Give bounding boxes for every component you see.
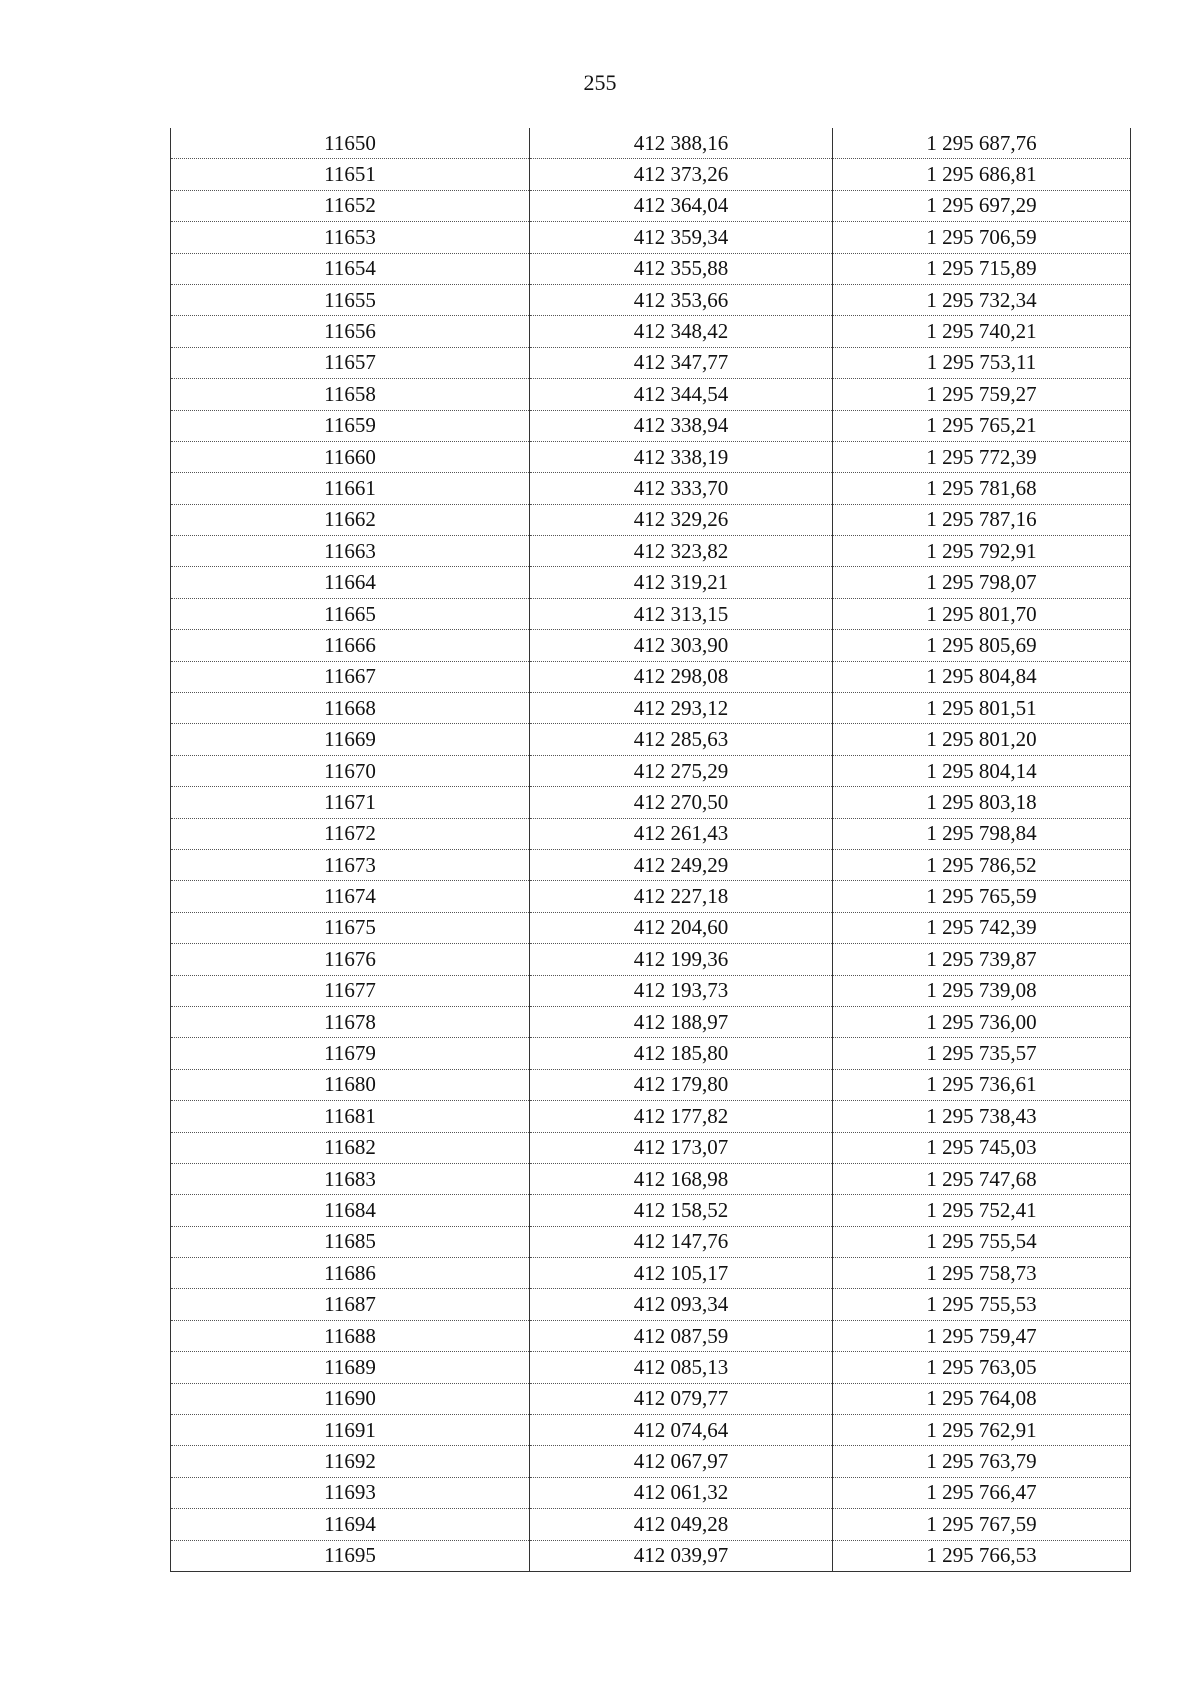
- y-coordinate-cell: 1 295 781,68: [833, 473, 1131, 504]
- point-number-cell: 11654: [171, 253, 530, 284]
- table-row: [171, 567, 1131, 598]
- x-coordinate-cell: 412 061,32: [530, 1477, 833, 1508]
- table-row: [171, 1477, 1131, 1508]
- x-coordinate-cell: 412 079,77: [530, 1383, 833, 1414]
- table-row: [171, 316, 1131, 347]
- point-number-cell: 11693: [171, 1477, 530, 1508]
- x-coordinate-cell: 412 199,36: [530, 944, 833, 975]
- x-coordinate-cell: 412 105,17: [530, 1258, 833, 1289]
- x-coordinate-cell: 412 173,07: [530, 1132, 833, 1163]
- x-coordinate-cell: 412 049,28: [530, 1509, 833, 1540]
- y-coordinate-cell: 1 295 736,00: [833, 1006, 1131, 1037]
- point-number-cell: 11677: [171, 975, 530, 1006]
- y-coordinate-cell: 1 295 738,43: [833, 1101, 1131, 1132]
- y-coordinate-cell: 1 295 758,73: [833, 1258, 1131, 1289]
- point-number-cell: 11685: [171, 1226, 530, 1257]
- y-coordinate-cell: 1 295 762,91: [833, 1415, 1131, 1446]
- point-number-cell: 11667: [171, 661, 530, 692]
- x-coordinate-cell: 412 293,12: [530, 693, 833, 724]
- x-coordinate-cell: 412 227,18: [530, 881, 833, 912]
- table-row: [171, 284, 1131, 315]
- table-row: [171, 536, 1131, 567]
- point-number-cell: 11656: [171, 316, 530, 347]
- table-row: [171, 253, 1131, 284]
- x-coordinate-cell: 412 353,66: [530, 284, 833, 315]
- table-row: [171, 1038, 1131, 1069]
- table-row: [171, 190, 1131, 221]
- x-coordinate-cell: 412 085,13: [530, 1352, 833, 1383]
- table-row: [171, 1289, 1131, 1320]
- x-coordinate-cell: 412 204,60: [530, 912, 833, 943]
- point-number-cell: 11676: [171, 944, 530, 975]
- table-row: [171, 410, 1131, 441]
- table-row: [171, 975, 1131, 1006]
- table-row: [171, 1446, 1131, 1477]
- point-number-cell: 11651: [171, 159, 530, 190]
- table-row: [171, 1320, 1131, 1351]
- point-number-cell: 11669: [171, 724, 530, 755]
- y-coordinate-cell: 1 295 798,07: [833, 567, 1131, 598]
- x-coordinate-cell: 412 177,82: [530, 1101, 833, 1132]
- table-row: [171, 881, 1131, 912]
- point-number-cell: 11691: [171, 1415, 530, 1446]
- y-coordinate-cell: 1 295 772,39: [833, 441, 1131, 472]
- point-number-cell: 11682: [171, 1132, 530, 1163]
- y-coordinate-cell: 1 295 687,76: [833, 128, 1131, 159]
- y-coordinate-cell: 1 295 801,51: [833, 693, 1131, 724]
- point-number-cell: 11657: [171, 347, 530, 378]
- x-coordinate-cell: 412 039,97: [530, 1540, 833, 1571]
- point-number-cell: 11678: [171, 1006, 530, 1037]
- table-row: [171, 1415, 1131, 1446]
- table-row: [171, 1226, 1131, 1257]
- x-coordinate-cell: 412 348,42: [530, 316, 833, 347]
- point-number-cell: 11692: [171, 1446, 530, 1477]
- x-coordinate-cell: 412 359,34: [530, 222, 833, 253]
- table-row: [171, 1509, 1131, 1540]
- x-coordinate-cell: 412 158,52: [530, 1195, 833, 1226]
- table-row: [171, 661, 1131, 692]
- point-number-cell: 11680: [171, 1069, 530, 1100]
- table-row: [171, 473, 1131, 504]
- table-row: [171, 159, 1131, 190]
- point-number-cell: 11673: [171, 849, 530, 880]
- table-row: [171, 128, 1131, 159]
- x-coordinate-cell: 412 329,26: [530, 504, 833, 535]
- x-coordinate-cell: 412 319,21: [530, 567, 833, 598]
- point-number-cell: 11674: [171, 881, 530, 912]
- y-coordinate-cell: 1 295 765,21: [833, 410, 1131, 441]
- x-coordinate-cell: 412 087,59: [530, 1320, 833, 1351]
- point-number-cell: 11663: [171, 536, 530, 567]
- table-row: [171, 944, 1131, 975]
- table-row: [171, 347, 1131, 378]
- point-number-cell: 11689: [171, 1352, 530, 1383]
- y-coordinate-cell: 1 295 765,59: [833, 881, 1131, 912]
- x-coordinate-cell: 412 074,64: [530, 1415, 833, 1446]
- y-coordinate-cell: 1 295 739,08: [833, 975, 1131, 1006]
- x-coordinate-cell: 412 298,08: [530, 661, 833, 692]
- point-number-cell: 11658: [171, 379, 530, 410]
- table-row: [171, 787, 1131, 818]
- y-coordinate-cell: 1 295 745,03: [833, 1132, 1131, 1163]
- x-coordinate-cell: 412 261,43: [530, 818, 833, 849]
- point-number-cell: 11683: [171, 1163, 530, 1194]
- y-coordinate-cell: 1 295 732,34: [833, 284, 1131, 315]
- y-coordinate-cell: 1 295 763,79: [833, 1446, 1131, 1477]
- x-coordinate-cell: 412 093,34: [530, 1289, 833, 1320]
- x-coordinate-cell: 412 249,29: [530, 849, 833, 880]
- x-coordinate-cell: 412 333,70: [530, 473, 833, 504]
- table-row: [171, 1352, 1131, 1383]
- table-row: [171, 849, 1131, 880]
- table-row: [171, 1383, 1131, 1414]
- point-number-cell: 11653: [171, 222, 530, 253]
- table-row: [171, 379, 1131, 410]
- y-coordinate-cell: 1 295 742,39: [833, 912, 1131, 943]
- x-coordinate-cell: 412 338,94: [530, 410, 833, 441]
- y-coordinate-cell: 1 295 787,16: [833, 504, 1131, 535]
- table-row: [171, 1195, 1131, 1226]
- point-number-cell: 11668: [171, 693, 530, 724]
- y-coordinate-cell: 1 295 798,84: [833, 818, 1131, 849]
- x-coordinate-cell: 412 285,63: [530, 724, 833, 755]
- table-row: [171, 1101, 1131, 1132]
- y-coordinate-cell: 1 295 747,68: [833, 1163, 1131, 1194]
- point-number-cell: 11664: [171, 567, 530, 598]
- point-number-cell: 11687: [171, 1289, 530, 1320]
- coordinates-table: [170, 128, 1131, 1572]
- y-coordinate-cell: 1 295 767,59: [833, 1509, 1131, 1540]
- point-number-cell: 11660: [171, 441, 530, 472]
- x-coordinate-cell: 412 347,77: [530, 347, 833, 378]
- table-row: [171, 724, 1131, 755]
- point-number-cell: 11659: [171, 410, 530, 441]
- point-number-cell: 11665: [171, 598, 530, 629]
- x-coordinate-cell: 412 388,16: [530, 128, 833, 159]
- y-coordinate-cell: 1 295 706,59: [833, 222, 1131, 253]
- table-row: [171, 222, 1131, 253]
- x-coordinate-cell: 412 275,29: [530, 755, 833, 786]
- point-number-cell: 11679: [171, 1038, 530, 1069]
- y-coordinate-cell: 1 295 740,21: [833, 316, 1131, 347]
- x-coordinate-cell: 412 179,80: [530, 1069, 833, 1100]
- point-number-cell: 11671: [171, 787, 530, 818]
- x-coordinate-cell: 412 323,82: [530, 536, 833, 567]
- point-number-cell: 11650: [171, 128, 530, 159]
- y-coordinate-cell: 1 295 755,53: [833, 1289, 1131, 1320]
- y-coordinate-cell: 1 295 759,27: [833, 379, 1131, 410]
- x-coordinate-cell: 412 373,26: [530, 159, 833, 190]
- y-coordinate-cell: 1 295 739,87: [833, 944, 1131, 975]
- point-number-cell: 11684: [171, 1195, 530, 1226]
- x-coordinate-cell: 412 270,50: [530, 787, 833, 818]
- x-coordinate-cell: 412 185,80: [530, 1038, 833, 1069]
- y-coordinate-cell: 1 295 755,54: [833, 1226, 1131, 1257]
- y-coordinate-cell: 1 295 804,84: [833, 661, 1131, 692]
- x-coordinate-cell: 412 168,98: [530, 1163, 833, 1194]
- page-number: 255: [583, 70, 617, 95]
- x-coordinate-cell: 412 303,90: [530, 630, 833, 661]
- y-coordinate-cell: 1 295 766,53: [833, 1540, 1131, 1571]
- y-coordinate-cell: 1 295 803,18: [833, 787, 1131, 818]
- point-number-cell: 11672: [171, 818, 530, 849]
- point-number-cell: 11675: [171, 912, 530, 943]
- point-number-cell: 11670: [171, 755, 530, 786]
- x-coordinate-cell: 412 355,88: [530, 253, 833, 284]
- table-row: [171, 755, 1131, 786]
- table-row: [171, 630, 1131, 661]
- point-number-cell: 11661: [171, 473, 530, 504]
- x-coordinate-cell: 412 364,04: [530, 190, 833, 221]
- table-row: [171, 912, 1131, 943]
- y-coordinate-cell: 1 295 715,89: [833, 253, 1131, 284]
- y-coordinate-cell: 1 295 686,81: [833, 159, 1131, 190]
- point-number-cell: 11686: [171, 1258, 530, 1289]
- table-row: [171, 1258, 1131, 1289]
- x-coordinate-cell: 412 338,19: [530, 441, 833, 472]
- x-coordinate-cell: 412 344,54: [530, 379, 833, 410]
- y-coordinate-cell: 1 295 697,29: [833, 190, 1131, 221]
- y-coordinate-cell: 1 295 766,47: [833, 1477, 1131, 1508]
- y-coordinate-cell: 1 295 759,47: [833, 1320, 1131, 1351]
- point-number-cell: 11695: [171, 1540, 530, 1571]
- point-number-cell: 11694: [171, 1509, 530, 1540]
- table-row: [171, 693, 1131, 724]
- x-coordinate-cell: 412 067,97: [530, 1446, 833, 1477]
- point-number-cell: 11652: [171, 190, 530, 221]
- x-coordinate-cell: 412 193,73: [530, 975, 833, 1006]
- y-coordinate-cell: 1 295 801,70: [833, 598, 1131, 629]
- y-coordinate-cell: 1 295 786,52: [833, 849, 1131, 880]
- y-coordinate-cell: 1 295 764,08: [833, 1383, 1131, 1414]
- point-number-cell: 11655: [171, 284, 530, 315]
- y-coordinate-cell: 1 295 801,20: [833, 724, 1131, 755]
- y-coordinate-cell: 1 295 805,69: [833, 630, 1131, 661]
- point-number-cell: 11690: [171, 1383, 530, 1414]
- coordinates-table-body: [171, 128, 1131, 1571]
- table-row: [171, 1069, 1131, 1100]
- table-row: [171, 1163, 1131, 1194]
- x-coordinate-cell: 412 147,76: [530, 1226, 833, 1257]
- table-row: [171, 598, 1131, 629]
- point-number-cell: 11681: [171, 1101, 530, 1132]
- y-coordinate-cell: 1 295 804,14: [833, 755, 1131, 786]
- y-coordinate-cell: 1 295 736,61: [833, 1069, 1131, 1100]
- table-row: [171, 504, 1131, 535]
- table-row: [171, 1006, 1131, 1037]
- y-coordinate-cell: 1 295 735,57: [833, 1038, 1131, 1069]
- y-coordinate-cell: 1 295 753,11: [833, 347, 1131, 378]
- x-coordinate-cell: 412 188,97: [530, 1006, 833, 1037]
- y-coordinate-cell: 1 295 763,05: [833, 1352, 1131, 1383]
- table-row: [171, 818, 1131, 849]
- y-coordinate-cell: 1 295 792,91: [833, 536, 1131, 567]
- table-row: [171, 1540, 1131, 1571]
- table-row: [171, 1132, 1131, 1163]
- point-number-cell: 11688: [171, 1320, 530, 1351]
- table-row: [171, 441, 1131, 472]
- x-coordinate-cell: 412 313,15: [530, 598, 833, 629]
- point-number-cell: 11662: [171, 504, 530, 535]
- y-coordinate-cell: 1 295 752,41: [833, 1195, 1131, 1226]
- point-number-cell: 11666: [171, 630, 530, 661]
